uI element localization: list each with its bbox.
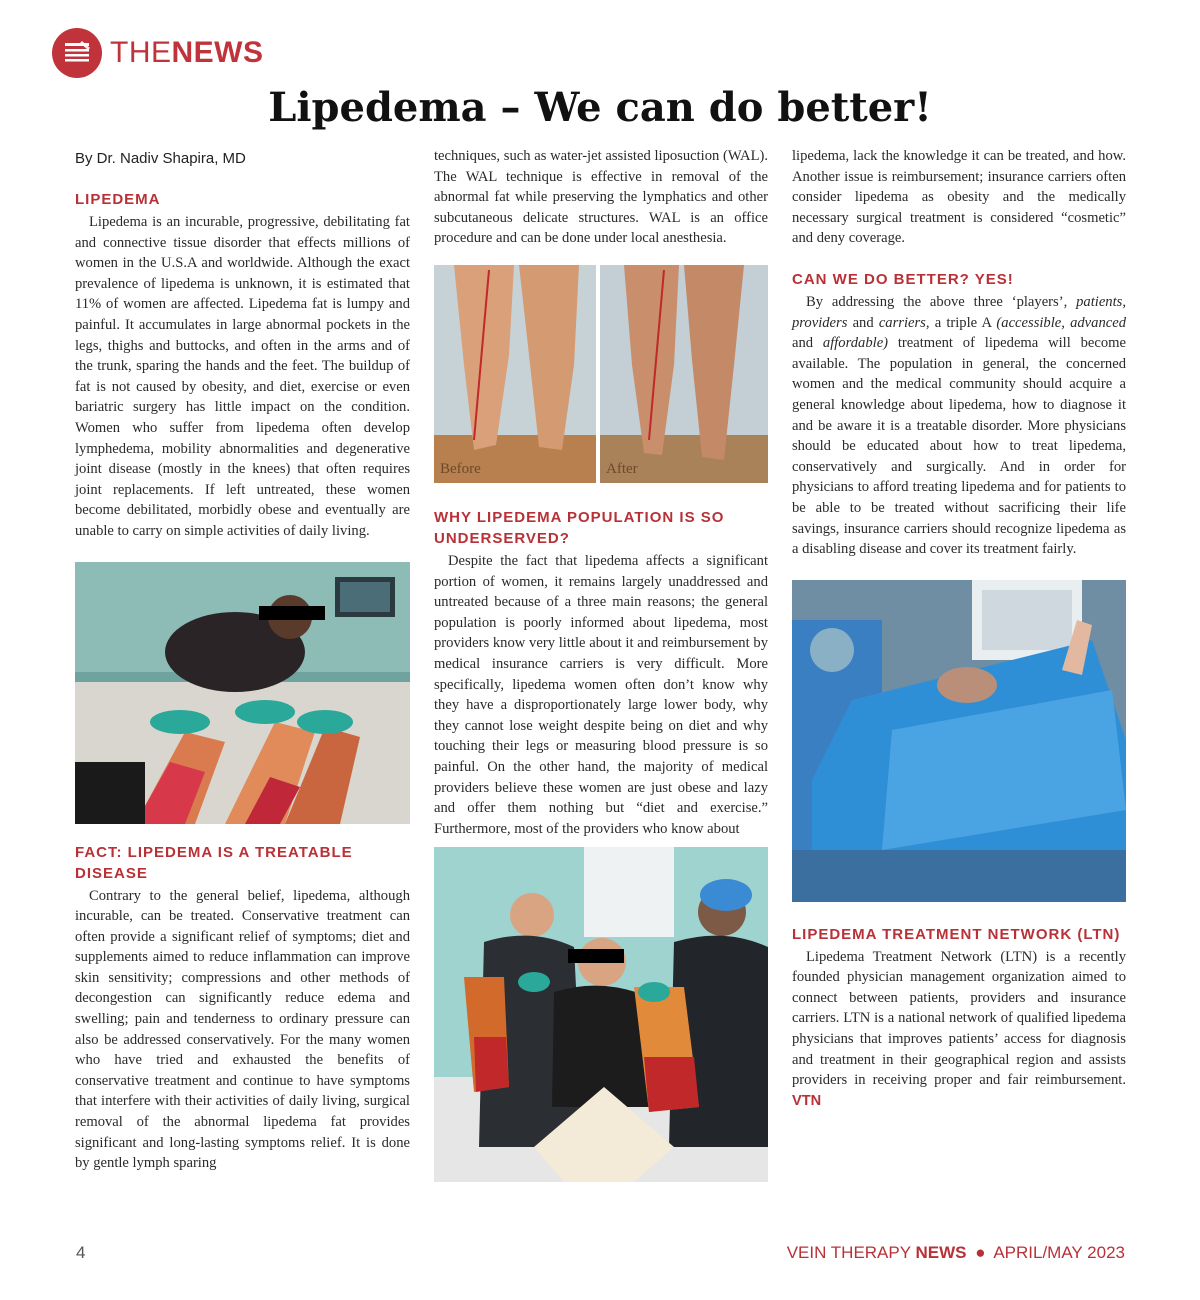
column-1 xyxy=(75,146,410,1174)
photo-team xyxy=(434,847,768,1182)
newspaper-icon xyxy=(52,28,102,78)
section-body-lipedema: Lipedema is an incurable, progressive, debilitating fat and connective tissue disorder that effects millions of women in the U.S.A and worldwide. Although the exact prevalence of lipedema is unknown, it is estimated that 11% of women are affected. Lipedema fat is lumpy and painful. It accumulates in large abnormal pockets in the legs, thighs and buttocks, and often in the arms and of the trunk, sparing the hands and the feet. The buildup of fat is not caused by obesity, and diet, exercise or even bariatric surgery has little impact on the condition. Women who suffer from lipedema often develop lymphedema, mobility abnormalities and degenerative joint disease (mostly in the knees) that often requires joint replacements. If left untreated, these women become debilitated, morbidly obese and eventually are unable to carry on simple activities of daily living. xyxy=(75,214,410,539)
section-body-fact-continued: techniques, such as water-jet assisted liposuction (WAL). The WAL technique is effective in removal of the abnormal fat while preserving the lymphatics and other subcutaneous delicate structures. WAL is an office procedure and can be done under local anesthesia. xyxy=(434,148,768,247)
section-body-fact: Contrary to the general belief, lipedema, although incurable, can be treated. Conservative treatment can often provide a significant relief of symptoms; diet and supplements aimed to reduce inflammation can improve skin sensitivity; compressions and other methods of decongestion can significantly reduce edema and swelling; pain and tenderness to ordinary pressure can also be addressed conservatively. For the many women who have tried and exhausted the benefits of conservative treatment and continue to have symptoms that interfere with their activities of daily living, surgical removal of the abnormal lipedema fat provides significant and long-lasting symptoms relief. It is done by gentle lymph sparing xyxy=(75,887,410,1172)
page-number: 4 xyxy=(76,1243,86,1262)
section-heading-why: WHY LIPEDEMA POPULATION IS SO UNDERSERVED? xyxy=(434,508,725,547)
photo-surgery xyxy=(792,580,1126,902)
section-heading-ltn: LIPEDEMA TREATMENT NETWORK (LTN) xyxy=(792,925,1121,943)
article-title: Lipedema – We can do better! xyxy=(268,84,932,131)
better-text-2: and xyxy=(847,314,879,331)
column-2 xyxy=(434,146,768,1182)
section-heading-fact: FACT: LIPEDEMA IS A TREATABLE DISEASE xyxy=(75,843,353,882)
brand-wordmark xyxy=(110,36,264,70)
section-heading-better: CAN WE DO BETTER? YES! xyxy=(792,270,1014,288)
better-italic-aaa: (accessible, advanced xyxy=(996,314,1126,331)
better-text-1: By addressing the above three ‘players’, xyxy=(806,293,1077,310)
photo-before-after xyxy=(434,265,768,483)
masthead xyxy=(52,28,264,78)
section-body-better xyxy=(792,292,1126,560)
section-body-ltn xyxy=(792,947,1126,1112)
better-text-3: a triple A xyxy=(929,314,997,331)
section-heading-lipedema: LIPEDEMA xyxy=(75,191,161,208)
better-italic-carriers: carriers, xyxy=(878,314,930,331)
after-label: After xyxy=(606,460,638,477)
better-text-5: treatment of lipedema will become available. The population in general, the concerned women and the medical community should acquire a general knowledge about lipedema, how to diagnose it and be aware it is a treatable disorder. More physicians should be educated about how to treat lipedema, conservatively and surgically. And in order for physicians to afford treating lipedema and for patients to be able to be treated without sacrificing their life savings, insurance carriers should recognize lipedema as a disabling disease and cover its treatment fairly. xyxy=(792,335,1126,558)
better-italic-players: patients, providers xyxy=(792,293,1126,331)
photo-patient-bed xyxy=(75,562,410,824)
better-italic-aaa2: affordable) xyxy=(822,335,889,352)
publication-footer xyxy=(787,1243,1125,1263)
byline: By Dr. Nadiv Shapira, MD xyxy=(75,150,246,167)
better-text-4: and xyxy=(792,335,823,352)
brand-bold: NEWS xyxy=(171,36,264,69)
issue-date: APRIL/MAY 2023 xyxy=(993,1243,1125,1262)
pub-light: VEIN THERAPY xyxy=(786,1243,911,1262)
separator-dot: ● xyxy=(975,1243,986,1262)
vtn-end-mark: VTN xyxy=(792,1092,822,1109)
pub-bold: NEWS xyxy=(915,1243,967,1262)
column-3 xyxy=(792,146,1126,1111)
ltn-body-text: Lipedema Treatment Network (LTN) is a recently founded physician management organization aimed to connect between patients, providers and insurance carriers. LTN is a national network of qualified lipedema physicians that improves patients’ access for diagnosis and treatment in their geographical region and assists providers in receiving proper and fair reimbursement. xyxy=(792,948,1126,1089)
before-label: Before xyxy=(440,460,481,477)
section-body-why: Despite the fact that lipedema affects a significant portion of women, it remains largely unaddressed and untreated because of a three main reasons; the general population is poorly informed about lipedema, most providers know very little about it and reimbursement by medical insurance carriers is very difficult. More specifically, lipedema women often don’t know why they have a disproportionately large lower body, why they cannot lose weight despite being on diet and why touching their legs or measuring blood pressure is so painful. On the other hand, the majority of medical providers believe these women are just obese and lazy and offer them nothing but “diet and exercise.” Furthermore, most of the providers who know about xyxy=(434,552,768,837)
section-body-why-continued: lipedema, lack the knowledge it can be treated, and how. Another issue is reimbursement; insurance carriers often consider lipedema as obesity and the medically necessary surgical treatment is considered “cosmetic” and deny coverage. xyxy=(792,148,1126,247)
brand-light: THE xyxy=(110,36,172,69)
